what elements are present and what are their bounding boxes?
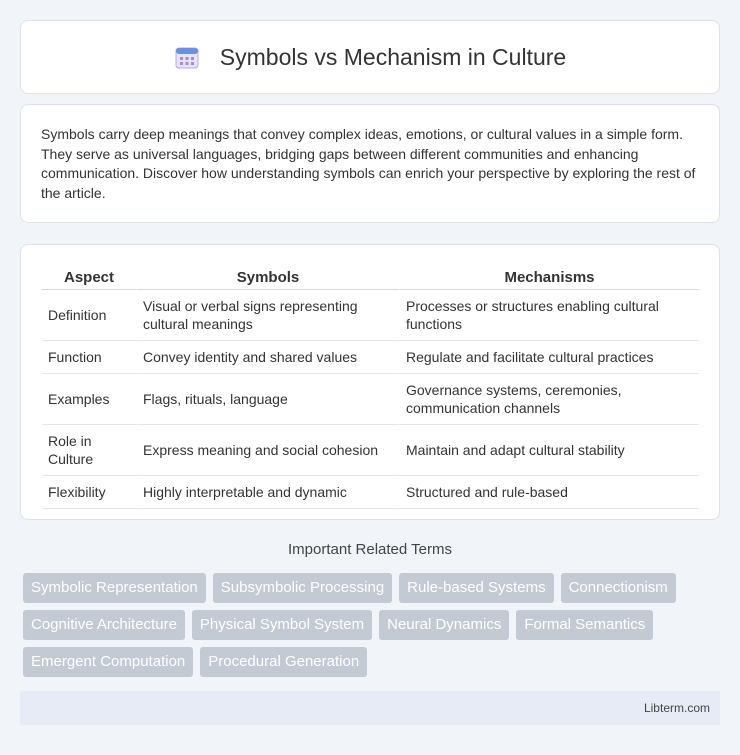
row-symbols: Visual or verbal signs representing cultural meanings — [136, 290, 399, 341]
related-terms-list — [23, 573, 723, 677]
table-row — [42, 341, 699, 374]
related-terms-title: Important Related Terms — [288, 541, 452, 558]
row-mechanisms: Regulate and facilitate cultural practices — [399, 341, 699, 374]
footer-site-link[interactable]: Libterm.com — [643, 701, 710, 715]
row-aspect: Examples — [42, 374, 136, 425]
footer — [20, 691, 720, 725]
term-tag[interactable]: Neural Dynamics — [379, 610, 509, 640]
table-header-row — [42, 263, 699, 290]
term-tag[interactable]: Symbolic Representation — [23, 573, 206, 603]
term-tag[interactable]: Connectionism — [561, 573, 676, 603]
page-title: Symbols vs Mechanism in Culture — [219, 43, 567, 70]
header-mechanisms: Mechanisms — [399, 263, 699, 290]
row-aspect: Function — [42, 341, 136, 374]
calendar-icon — [174, 44, 200, 70]
comparison-table-card — [20, 244, 720, 520]
term-tag[interactable]: Rule-based Systems — [399, 573, 553, 603]
table-row — [42, 374, 699, 425]
term-tag[interactable]: Cognitive Architecture — [23, 610, 185, 640]
row-symbols: Flags, rituals, language — [136, 374, 399, 425]
row-symbols: Express meaning and social cohesion — [136, 425, 399, 476]
intro-card — [20, 104, 720, 223]
header-aspect: Aspect — [42, 263, 136, 290]
term-tag[interactable]: Subsymbolic Processing — [213, 573, 392, 603]
table-row — [42, 425, 699, 476]
term-tag[interactable]: Physical Symbol System — [192, 610, 372, 640]
header-card — [20, 20, 720, 94]
term-tag[interactable]: Procedural Generation — [200, 647, 367, 677]
term-tag[interactable]: Emergent Computation — [23, 647, 193, 677]
row-symbols: Convey identity and shared values — [136, 341, 399, 374]
row-mechanisms: Structured and rule-based — [399, 476, 699, 509]
row-aspect: Role in Culture — [42, 425, 136, 476]
header-symbols: Symbols — [136, 263, 399, 290]
row-aspect: Flexibility — [42, 476, 136, 509]
row-aspect: Definition — [42, 290, 136, 341]
row-mechanisms: Governance systems, ceremonies, communication channels — [399, 374, 699, 425]
row-mechanisms: Processes or structures enabling cultural functions — [399, 290, 699, 341]
table-row — [42, 290, 699, 341]
row-symbols: Highly interpretable and dynamic — [136, 476, 399, 509]
table-row — [42, 476, 699, 509]
comparison-table — [42, 263, 699, 509]
term-tag[interactable]: Formal Semantics — [516, 610, 653, 640]
intro-text: Symbols carry deep meanings that convey complex ideas, emotions, or cultural values in a simple form. They serve as universal languages, bridging gaps between different communities and enhancing communication. Discover how understanding symbols can enrich your perspective by exploring the rest of the article. — [41, 126, 696, 201]
row-mechanisms: Maintain and adapt cultural stability — [399, 425, 699, 476]
